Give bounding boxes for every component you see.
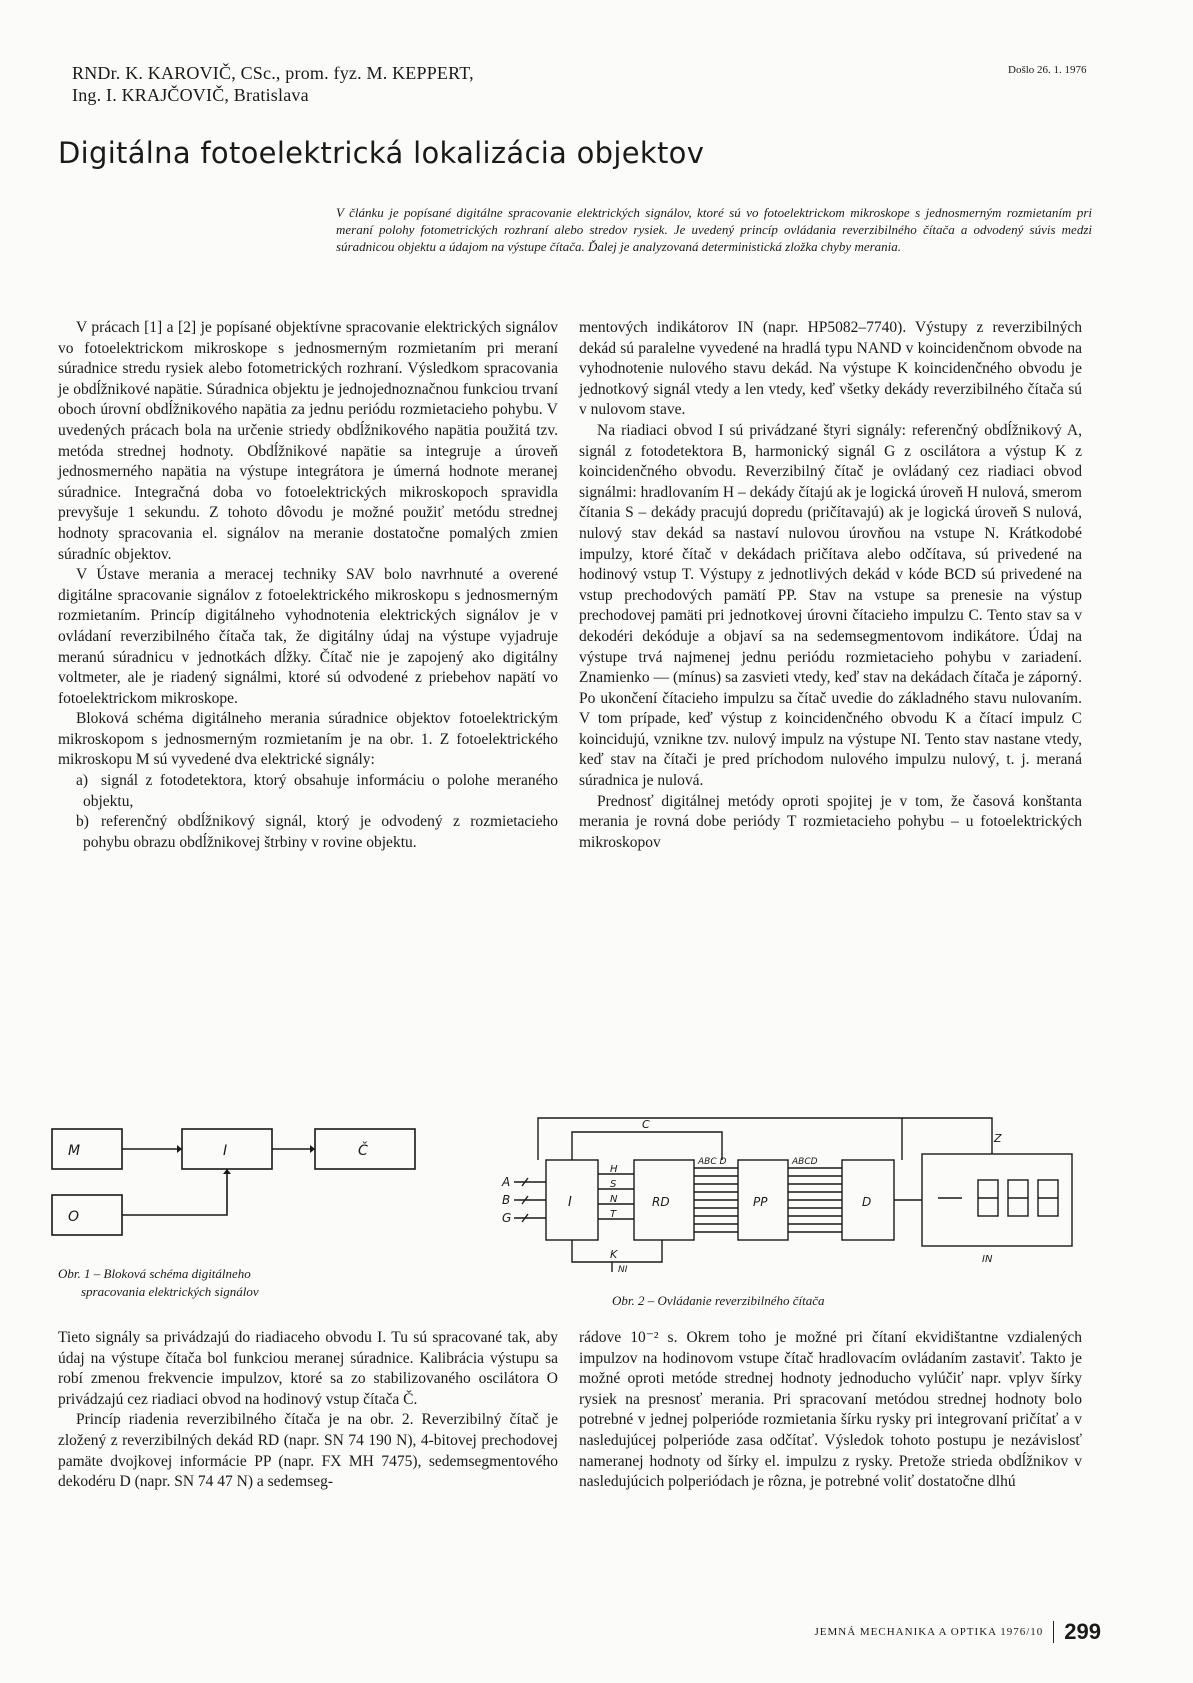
- abstract: V článku je popísané digitálne spracovanie elektrických signálov, ktoré sú vo fotoelektrickom mikroskope s jednosmerným rozmietaním pri meraní polohy fotometrických rozhraní alebo stredov rysiek. Je uvedený princíp ovládania reverzibilného čítača a odvodený súvis medzi súradnicou objektu a údajom na výstupe čítača. Ďalej je analyzovaná deterministická zložka chyby merania.: [336, 205, 1092, 254]
- figure-2-diagram: [462, 1112, 1082, 1275]
- page-footer: [814, 1619, 1101, 1645]
- list-item-b: [58, 812, 558, 853]
- authors-line-1: RNDr. K. KAROVIČ, CSc., prom. fyz. M. KEPPERT,: [72, 63, 474, 83]
- figure-2-caption: Obr. 2 – Ovládanie reverzibilného čítača: [612, 1293, 825, 1308]
- display-box: [922, 1154, 1072, 1246]
- body-column-right-bottom: [579, 1328, 1082, 1493]
- page-number: 299: [1064, 1619, 1101, 1644]
- figure-1-diagram: [40, 1125, 430, 1245]
- label-c: Č: [358, 1143, 368, 1159]
- footer-divider: [1053, 1621, 1054, 1643]
- paragraph: V prácach [1] a [2] je popísané objektívne spracovanie elektrických signálov vo fotoelektrickom mikroskope s jednosmerným rozmietaním pri meraní súradnice stredu rysiek alebo fotometrických rozhraní. Výsledkom spracovania je obdĺžnikové napätie. Súradnica objektu je jednojednoznačnou funkciou trvaní oboch úrovní obdĺžnikového napätia za jednu periódu rozmietacieho pohybu. V uvedených prácach bola na určenie striedy obdĺžnikového napätia použitá tzv. metóda strednej hodnoty. Obdĺžnikové napätie sa integruje a úroveň jednosmerného napätia na výstupe integrátora je úmerná hodnote meranej súradnice. Integračná doba vo fotoelektrických mikroskopoch spravidla prevyšuje 1 sekundu. Z tohoto dôvodu je možné použiť metódu strednej hodnoty spracovania el. signálov na meranie dostatočne pomalých zmien súradníc objektov.: [58, 319, 558, 563]
- body-column-left-bottom: [58, 1328, 558, 1493]
- block-i: [546, 1160, 598, 1240]
- bus-label-1: ABC D: [698, 1157, 727, 1167]
- in-label: IN: [982, 1254, 993, 1265]
- line-n-label: N: [610, 1194, 618, 1205]
- label-m: M: [68, 1143, 81, 1159]
- paragraph: mentových indikátorov IN (napr. HP5082–7740). Výstupy z reverzibilných dekád sú paralelne vyvedené na hradlá typu NAND v koincidenčnom obvode na vyhodnotenie nulového stavu dekád. Na výstupe K koincidenčného obvodu je jednotkový signál vtedy a len vtedy, keď všetky dekády reverzibilného čítača sú v nulovom stave.: [579, 319, 1082, 419]
- figure-1-caption: [58, 1265, 398, 1301]
- article-title: Digitálna fotoelektrická lokalizácia objektov: [58, 136, 705, 170]
- list-label: b): [76, 813, 89, 831]
- input-a-label: A: [502, 1175, 511, 1189]
- journal-name: JEMNÁ MECHANIKA A OPTIKA 1976/10: [814, 1626, 1044, 1638]
- line-t-label: T: [610, 1209, 617, 1220]
- label-o: O: [68, 1209, 80, 1225]
- paragraph: Tieto signály sa privádzajú do riadiaceho obvodu I. Tu sú spracované tak, aby údaj na výstupe čítača bol funkciou meranej súradnice. Kalibrácia výstupu sa robí zmenou frekvencie impulzov, ktoré sa zo stabilizovaného oscilátora O privádzajú cez riadiaci obvod na hodinový vstup čítača Č.: [58, 1329, 558, 1408]
- authors: [72, 62, 474, 106]
- block-d-label: D: [862, 1195, 872, 1209]
- block-m: [52, 1129, 122, 1169]
- list-text: referenčný obdĺžnikový signál, ktorý je odvodený z rozmietacieho pohybu obrazu obdĺžnikovej štrbiny v rovine objektu.: [83, 813, 558, 851]
- ni-label: NI: [618, 1265, 628, 1275]
- list-text: signál z fotodetektora, ktorý obsahuje informáciu o polohe meraného objektu,: [83, 772, 558, 810]
- authors-line-2: Ing. I. KRAJČOVIČ, Bratislava: [72, 85, 309, 105]
- block-i-label: I: [568, 1195, 572, 1210]
- line-h-label: H: [610, 1164, 618, 1175]
- label-i: I: [223, 1143, 228, 1159]
- k-label: K: [610, 1248, 618, 1261]
- caption-line: spracovania elektrických signálov: [81, 1284, 259, 1299]
- paragraph: Na riadiaci obvod I sú privádzané štyri signály: referenčný obdĺžnikový A, signál z fotodetektora B, harmonický signál G z oscilátora a výstup K z koincidenčného obvodu. Reverzibilný čítač je ovládaný cez riadiaci obvod signálmi: hradlovaním H – dekády čítajú ak je logická úroveň H nulová, smerom čítania S – dekády pracujú dopredu (pričítavajú) ak je logická úroveň S nulová, nulový stav dekád sa nastaví nulovou úrovňou na vstupe N. Krátkodobé impulzy, ktoré čítač v dekádach pričítava alebo odčítava, sú privedené na hodinový vstup T. Výstupy z jednotlivých dekád v kóde BCD sú privedené na vstup prechodových pamätí PP. Stav na vstupe sa prenesie na výstup prechodovej pamäti pri jednotkovej úrovni čítacieho impulzu C. Tento stav sa v dekodéri dekóduje a objaví sa na sedemsegmentovom indikátore. Údaj na výstupe trvá najmenej jednu periódu rozmietacieho pohybu v zariadení. Znamienko — (mínus) sa zasvieti vtedy, keď stav na dekádach čítača je záporný. Po ukončení čítacieho impulzu sa čítač uvedie do základného stavu nulovaním. V tom prípade, keď výstup z koincidenčného obvodu K a čítací impulz C koincidujú, vznikne tzv. nulový impulz na výstupe NI. Tento stav nastane vtedy, keď stav na čítači je pred príchodom nulového impulzu nulový, t. j. meraná súradnica je nulová.: [579, 421, 1082, 790]
- paragraph: Prednosť digitálnej metódy oproti spojitej je v tom, že časová konštanta merania je rovná dobe periódy T rozmietacieho pohybu – u fotoelektrických mikroskopov: [579, 792, 1082, 851]
- received-date: Došlo 26. 1. 1976: [1008, 64, 1087, 76]
- bus-label-2: ABCD: [792, 1157, 818, 1167]
- paragraph: rádove 10⁻² s. Okrem toho je možné pri čítaní ekvidištantne vzdialených impulzov na hodinovom vstupe čítač hradlovacím ovládaním zastaviť. Takto je možné oproti metóde strednej hodnoty jednoducho vylúčiť napr. vplyv šírky rysiek na presnosť merania. Pri spracovaní metódou strednej hodnoty bolo potrebné v jednej polperióde rozmietania šírku rysky pri integrovaní pričítať a v nasledujúcej polperióde zasa odčítať. Výsledok tohoto postupu je nezávislosť nameranej hodnoty od šírky el. impulzu z rysky. Pretože strieda obdĺžnikov v nasledujúcich polperiódach je rôzna, je potrebné voliť dostatočne dlhú: [579, 1329, 1082, 1491]
- z-label: Z: [994, 1132, 1002, 1145]
- connection-o-i: [122, 1169, 227, 1215]
- input-b-label: B: [502, 1193, 511, 1207]
- block-rd-label: RD: [652, 1195, 670, 1209]
- paragraph: V Ústave merania a meracej techniky SAV bolo navrhnuté a overené digitálne spracovanie signálov z fotoelektrického mikroskopu s jednosmerným rozmietaním. Princíp digitálneho vyhodnotenia elektrických signálov je v ovládaní reverzibilného čítača tak, že digitálny údaj na výstupe vyjadruje meranú súradnicu v jednotkách dĺžky. Čítač nie je zapojený ako digitálny voltmeter, ale je riadený signálmi, ktoré sú odvodené z priebehov napätí vo fotoelektrickom mikroskope.: [58, 566, 558, 707]
- c-label: C: [642, 1118, 650, 1131]
- paragraph: Princíp riadenia reverzibilného čítača je na obr. 2. Reverzibilný čítač je zložený z reverzibilných dekád RD (napr. SN 74 190 N), 4-bitovej prechodovej pamäte dvojkovej informácie PP (napr. FX MH 7475), sedemsegmentového dekodéru D (napr. SN 74 47 N) a sedemseg-: [58, 1411, 558, 1491]
- caption-line: Obr. 1 – Bloková schéma digitálneho: [58, 1266, 251, 1281]
- line-s-label: S: [610, 1179, 617, 1190]
- block-pp-label: PP: [753, 1195, 768, 1209]
- input-g-label: G: [502, 1211, 512, 1225]
- list-label: a): [76, 772, 89, 790]
- body-column-left-top: [58, 318, 558, 853]
- paragraph: Bloková schéma digitálneho merania súradnice objektov fotoelektrickým mikroskopom s jednosmerným rozmietaním je na obr. 1. Z fotoelektrického mikroskopu M sú vyvedené dva elektrické signály:: [58, 710, 558, 769]
- body-column-right-top: [579, 318, 1082, 853]
- list-item-a: [58, 771, 558, 812]
- block-o: [52, 1195, 122, 1235]
